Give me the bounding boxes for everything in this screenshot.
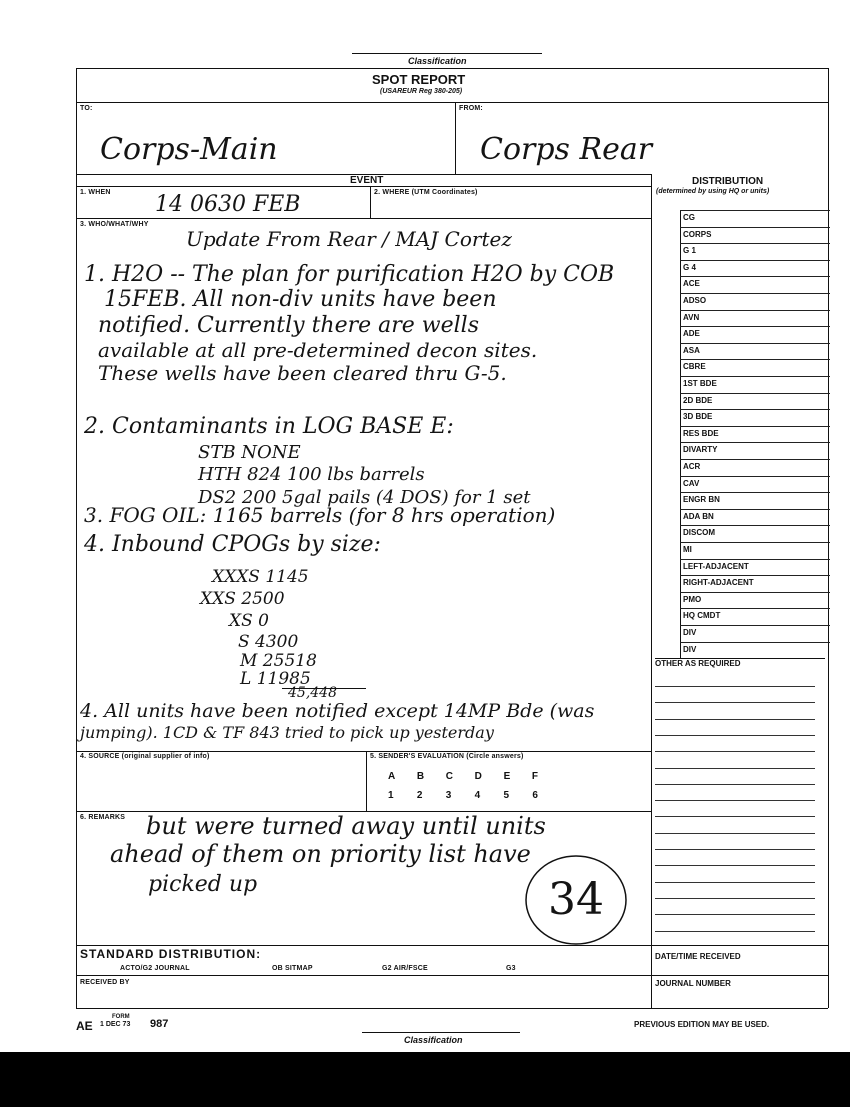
form-date: 1 DEC 73 xyxy=(100,1021,131,1028)
body-line: 15FEB. All non-div units have been xyxy=(104,287,497,312)
distribution-item: ADSO xyxy=(680,293,830,306)
evaluation-numbers xyxy=(388,790,538,801)
distribution-item: 1ST BDE xyxy=(680,376,830,389)
to-value: Corps-Main xyxy=(100,132,278,167)
other-line xyxy=(655,686,815,687)
journal-rule xyxy=(651,975,828,976)
standard-distribution-label: STANDARD DISTRIBUTION: xyxy=(80,947,262,961)
distribution-item: G 4 xyxy=(680,260,830,273)
distribution-item: AVN xyxy=(680,310,830,323)
date-time-received: DATE/TIME RECEIVED xyxy=(655,952,741,961)
evaluation-letter[interactable]: E xyxy=(503,771,511,782)
classification-bottom: Classification xyxy=(404,1035,463,1045)
body-line: jumping). 1CD & TF 843 tried to pick up yesterday xyxy=(80,723,494,742)
body-line: STB NONE xyxy=(198,442,301,463)
scan-bottom-band xyxy=(0,1052,850,1107)
received-top-rule xyxy=(76,975,651,976)
body-line: 1. H2O -- The plan for purification H2O by COB xyxy=(84,262,615,287)
distribution-item: ACR xyxy=(680,459,830,472)
distribution-item: RIGHT-ADJACENT xyxy=(680,575,830,588)
other-line xyxy=(655,898,815,899)
from-label: FROM: xyxy=(459,105,483,112)
distribution-item: CG xyxy=(680,210,830,223)
body-line: available at all pre-determined decon sites. xyxy=(98,338,538,362)
to-from-top-rule xyxy=(76,102,828,103)
body-line: XXS 2500 xyxy=(200,589,285,609)
other-line xyxy=(655,833,815,834)
when-where-divider xyxy=(370,186,371,218)
date-top-rule xyxy=(651,945,828,946)
distribution-item: MI xyxy=(680,542,830,555)
evaluation-number[interactable]: 2 xyxy=(416,790,423,801)
distribution-left-border xyxy=(651,174,652,1008)
evaluation-letters xyxy=(388,771,538,782)
remarks-label: 6. REMARKS xyxy=(80,814,126,821)
other-line xyxy=(655,719,815,720)
distribution-subtitle: (determined by using HQ or units) xyxy=(656,188,770,195)
body-line: XS 0 xyxy=(229,611,269,631)
where-label: 2. WHERE (UTM Coordinates) xyxy=(374,189,478,196)
classification-rule-bottom xyxy=(362,1032,520,1033)
evaluation-number[interactable]: 1 xyxy=(388,790,394,801)
evaluation-number[interactable]: 3 xyxy=(445,790,452,801)
body-line: notified. Currently there are wells xyxy=(98,313,479,338)
body-line: DS2 200 5gal pails (4 DOS) for 1 set xyxy=(198,487,531,508)
evaluation-number[interactable]: 5 xyxy=(503,790,510,801)
distribution-item: G 1 xyxy=(680,243,830,256)
standard-item: ACTO/G2 JOURNAL xyxy=(120,965,190,972)
distribution-item: DIVARTY xyxy=(680,442,830,455)
body-line: M 25518 xyxy=(240,651,317,671)
body-line: These wells have been cleared thru G-5. xyxy=(98,361,507,385)
distribution-item: ADA BN xyxy=(680,509,830,522)
body-line: 2. Contaminants in LOG BASE E: xyxy=(84,414,454,439)
standard-item: G3 xyxy=(506,965,516,972)
body-line: XXXS 1145 xyxy=(212,567,309,587)
form-title: SPOT REPORT xyxy=(372,72,466,87)
where-bottom-rule xyxy=(76,218,651,219)
distribution-item: HQ CMDT xyxy=(680,608,830,621)
form-word: FORM xyxy=(112,1014,130,1020)
remarks-line: ahead of them on priority list have xyxy=(110,840,531,868)
source-eval-divider xyxy=(366,751,367,811)
form-number: 987 xyxy=(150,1018,169,1030)
distribution-item: 3D BDE xyxy=(680,409,830,422)
other-line xyxy=(655,931,815,932)
form-prefix: AE xyxy=(76,1019,93,1033)
journal-number: JOURNAL NUMBER xyxy=(655,979,731,988)
page-number: 34 xyxy=(548,874,604,925)
evaluation-label: 5. SENDER'S EVALUATION (Circle answers) xyxy=(370,753,524,760)
classification-rule-top xyxy=(352,53,542,54)
evaluation-number[interactable]: 4 xyxy=(474,790,481,801)
form-top-border xyxy=(76,68,828,69)
distribution-item: DIV xyxy=(680,642,830,655)
event-label-rule xyxy=(76,186,651,187)
event-label: EVENT xyxy=(350,175,384,186)
other-line xyxy=(655,800,815,801)
other-line xyxy=(655,914,815,915)
distribution-item: 2D BDE xyxy=(680,393,830,406)
distribution-item: CORPS xyxy=(680,227,830,240)
who-value: Update From Rear / MAJ Cortez xyxy=(186,227,512,251)
received-by-label: RECEIVED BY xyxy=(80,979,130,986)
standard-top-rule xyxy=(76,945,651,946)
body-line: S 4300 xyxy=(238,632,299,652)
other-line xyxy=(655,882,815,883)
evaluation-letter[interactable]: F xyxy=(531,771,538,782)
other-line xyxy=(655,735,815,736)
other-line xyxy=(655,849,815,850)
distribution-item: ACE xyxy=(680,276,830,289)
distribution-item: DISCOM xyxy=(680,525,830,538)
body-line: 3. FOG OIL: 1165 barrels (for 8 hrs operation) xyxy=(84,503,556,527)
form-left-border xyxy=(76,68,77,1008)
other-line xyxy=(655,816,815,817)
distribution-item: CBRE xyxy=(680,359,830,372)
when-label: 1. WHEN xyxy=(80,189,111,196)
to-from-divider xyxy=(455,102,456,174)
who-label: 3. WHO/WHAT/WHY xyxy=(80,221,149,228)
standard-item: G2 AIR/FSCE xyxy=(382,965,428,972)
body-line: HTH 824 100 lbs barrels xyxy=(198,464,425,485)
evaluation-letter[interactable]: D xyxy=(474,771,482,782)
other-line xyxy=(655,751,815,752)
evaluation-letter[interactable]: B xyxy=(416,771,425,782)
distribution-item: LEFT-ADJACENT xyxy=(680,559,830,572)
other-line xyxy=(655,784,815,785)
remarks-line: picked up xyxy=(148,872,258,897)
classification-top: Classification xyxy=(408,56,467,66)
other-line xyxy=(655,865,815,866)
body-line: 4. Inbound CPOGs by size: xyxy=(84,532,381,557)
other-line xyxy=(655,702,815,703)
source-top-rule xyxy=(76,751,651,752)
other-as-required: OTHER AS REQUIRED xyxy=(655,659,741,668)
body-line: 45,448 xyxy=(288,685,337,701)
distribution-title: DISTRIBUTION xyxy=(692,176,764,187)
body-line: 4. All units have been notified except 14MP Bde (was xyxy=(80,700,595,722)
evaluation-letter[interactable]: A xyxy=(388,771,396,782)
remarks-line: but were turned away until units xyxy=(146,812,546,840)
distribution-item: DIV xyxy=(680,625,830,638)
standard-item: OB SITMAP xyxy=(272,965,313,972)
distribution-item: ADE xyxy=(680,326,830,339)
distribution-item: ENGR BN xyxy=(680,492,830,505)
source-label: 4. SOURCE (original supplier of info) xyxy=(80,753,210,760)
other-line xyxy=(655,768,815,769)
to-label: TO: xyxy=(80,105,93,112)
distribution-item: CAV xyxy=(680,476,830,489)
form-regulation: (USAREUR Reg 380-205) xyxy=(380,88,463,95)
from-value: Corps Rear xyxy=(480,132,653,167)
distribution-item: ASA xyxy=(680,343,830,356)
evaluation-number[interactable]: 6 xyxy=(532,790,538,801)
evaluation-letter[interactable]: C xyxy=(445,771,454,782)
previous-edition: PREVIOUS EDITION MAY BE USED. xyxy=(634,1020,770,1029)
distribution-item: RES BDE xyxy=(680,426,830,439)
form-bottom-border xyxy=(76,1008,828,1009)
when-value: 14 0630 FEB xyxy=(155,192,301,217)
body-line: L 11985 xyxy=(240,669,311,689)
distribution-item: PMO xyxy=(680,592,830,605)
